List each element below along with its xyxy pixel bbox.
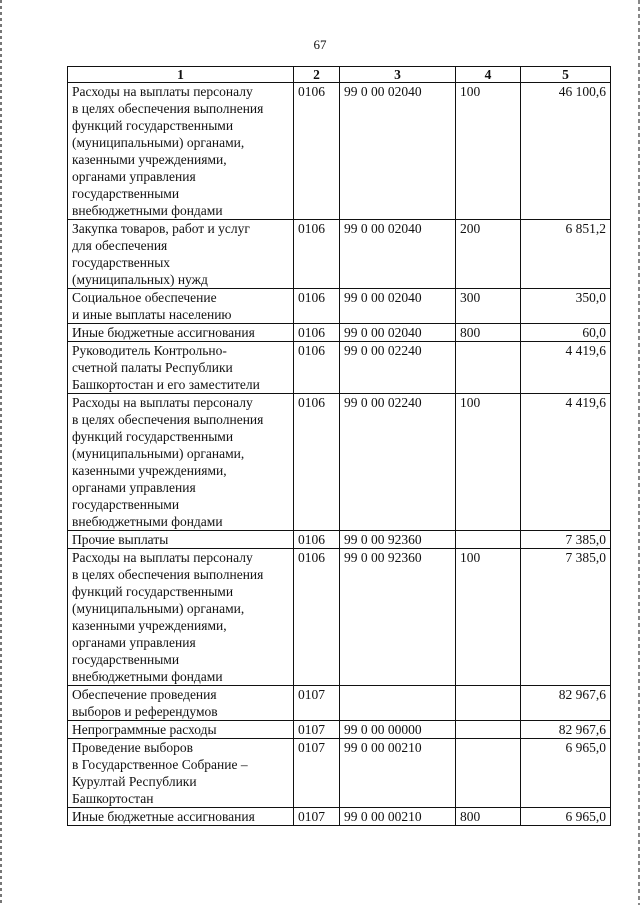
cell-expense-type xyxy=(456,721,521,739)
cell-target-article: 99 0 00 02040 xyxy=(340,220,456,289)
cell-name: Обеспечение проведения выборов и референдумов xyxy=(68,686,294,721)
cell-target-article: 99 0 00 02040 xyxy=(340,83,456,220)
table-row xyxy=(68,549,611,686)
cell-expense-type: 800 xyxy=(456,808,521,826)
cell-target-article: 99 0 00 92360 xyxy=(340,549,456,686)
cell-expense-type: 100 xyxy=(456,549,521,686)
cell-amount: 46 100,6 xyxy=(521,83,611,220)
left-binding-edge xyxy=(0,0,2,905)
cell-target-article: 99 0 00 92360 xyxy=(340,531,456,549)
table-row xyxy=(68,324,611,342)
cell-expense-type xyxy=(456,739,521,808)
cell-amount: 350,0 xyxy=(521,289,611,324)
cell-section: 0106 xyxy=(294,83,340,220)
cell-expense-type: 300 xyxy=(456,289,521,324)
cell-name: Расходы на выплаты персоналу в целях обеспечения выполнения функций государственными (муниципальными) органами, казенными учреждениями, органами управления государственными внебюджетными фондами xyxy=(68,394,294,531)
cell-name: Непрограммные расходы xyxy=(68,721,294,739)
cell-amount: 7 385,0 xyxy=(521,531,611,549)
cell-expense-type: 800 xyxy=(456,324,521,342)
cell-section: 0107 xyxy=(294,721,340,739)
table-row xyxy=(68,83,611,220)
cell-amount: 4 419,6 xyxy=(521,342,611,394)
table-row xyxy=(68,289,611,324)
cell-name: Иные бюджетные ассигнования xyxy=(68,324,294,342)
column-header-1: 1 xyxy=(68,67,294,83)
cell-expense-type xyxy=(456,686,521,721)
column-header-2: 2 xyxy=(294,67,340,83)
column-header-4: 4 xyxy=(456,67,521,83)
cell-section: 0107 xyxy=(294,808,340,826)
column-header-5: 5 xyxy=(521,67,611,83)
cell-section: 0106 xyxy=(294,289,340,324)
cell-amount: 7 385,0 xyxy=(521,549,611,686)
cell-target-article: 99 0 00 02240 xyxy=(340,342,456,394)
table-row xyxy=(68,531,611,549)
table-row xyxy=(68,220,611,289)
cell-section: 0107 xyxy=(294,686,340,721)
cell-target-article: 99 0 00 00000 xyxy=(340,721,456,739)
cell-name: Прочие выплаты xyxy=(68,531,294,549)
cell-target-article: 99 0 00 02040 xyxy=(340,324,456,342)
cell-expense-type xyxy=(456,342,521,394)
table-body xyxy=(68,83,611,826)
column-header-3: 3 xyxy=(340,67,456,83)
cell-expense-type xyxy=(456,531,521,549)
cell-name: Проведение выборов в Государственное Собрание – Курултай Республики Башкортостан xyxy=(68,739,294,808)
cell-expense-type: 100 xyxy=(456,83,521,220)
cell-amount: 82 967,6 xyxy=(521,721,611,739)
table-header-row xyxy=(68,67,611,83)
cell-section: 0106 xyxy=(294,531,340,549)
cell-expense-type: 200 xyxy=(456,220,521,289)
cell-name: Руководитель Контрольно- счетной палаты Республики Башкортостан и его заместители xyxy=(68,342,294,394)
table-row xyxy=(68,342,611,394)
cell-target-article: 99 0 00 02240 xyxy=(340,394,456,531)
cell-target-article: 99 0 00 00210 xyxy=(340,808,456,826)
cell-name: Закупка товаров, работ и услуг для обеспечения государственных (муниципальных) нужд xyxy=(68,220,294,289)
table-row xyxy=(68,394,611,531)
cell-expense-type: 100 xyxy=(456,394,521,531)
cell-section: 0106 xyxy=(294,549,340,686)
cell-amount: 6 965,0 xyxy=(521,739,611,808)
cell-name: Расходы на выплаты персоналу в целях обеспечения выполнения функций государственными (муниципальными) органами, казенными учреждениями, органами управления государственными внебюджетными фондами xyxy=(68,549,294,686)
cell-name: Социальное обеспечение и иные выплаты населению xyxy=(68,289,294,324)
cell-amount: 4 419,6 xyxy=(521,394,611,531)
cell-section: 0106 xyxy=(294,324,340,342)
cell-section: 0107 xyxy=(294,739,340,808)
cell-amount: 82 967,6 xyxy=(521,686,611,721)
cell-section: 0106 xyxy=(294,220,340,289)
cell-target-article xyxy=(340,686,456,721)
page-number: 67 xyxy=(313,37,327,52)
budget-table xyxy=(67,66,611,826)
cell-target-article: 99 0 00 02040 xyxy=(340,289,456,324)
cell-amount: 6 851,2 xyxy=(521,220,611,289)
table-row xyxy=(68,721,611,739)
cell-name: Иные бюджетные ассигнования xyxy=(68,808,294,826)
cell-amount: 6 965,0 xyxy=(521,808,611,826)
cell-section: 0106 xyxy=(294,342,340,394)
table-row xyxy=(68,739,611,808)
cell-target-article: 99 0 00 00210 xyxy=(340,739,456,808)
cell-amount: 60,0 xyxy=(521,324,611,342)
table-row xyxy=(68,808,611,826)
cell-section: 0106 xyxy=(294,394,340,531)
table-row xyxy=(68,686,611,721)
cell-name: Расходы на выплаты персоналу в целях обеспечения выполнения функций государственными (муниципальными) органами, казенными учреждениями, органами управления государственными внебюджетными фондами xyxy=(68,83,294,220)
